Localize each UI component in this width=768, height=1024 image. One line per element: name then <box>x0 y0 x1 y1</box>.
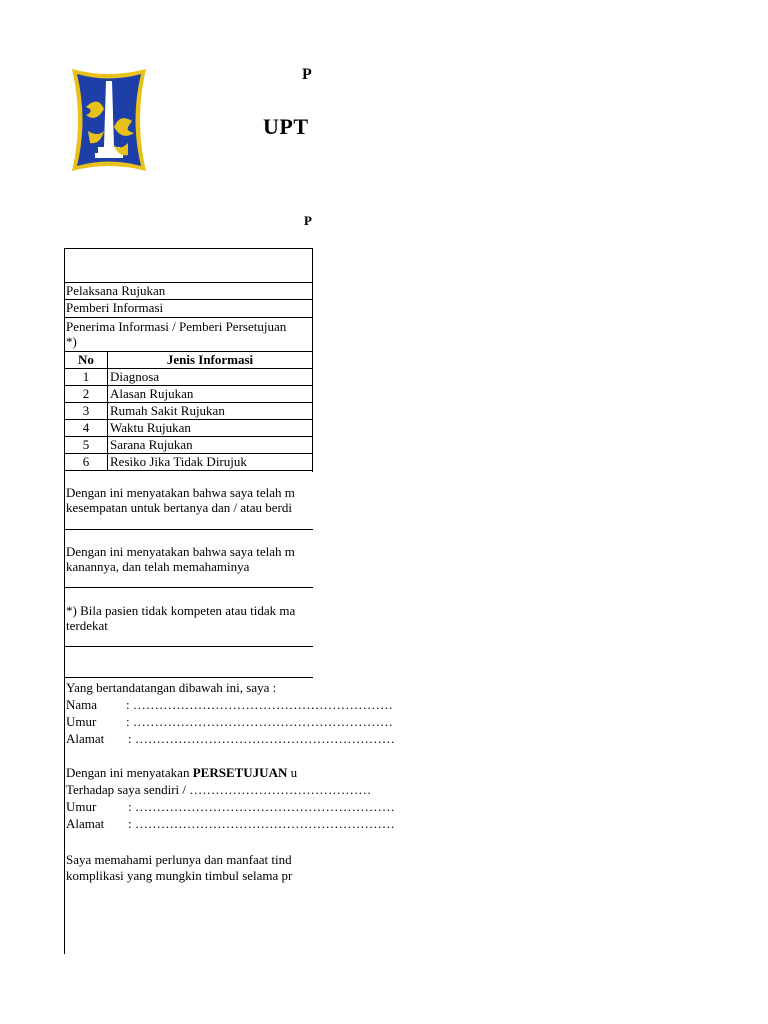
consent-statement <box>66 765 297 781</box>
penerima-informasi-label: Penerima Informasi / Pemberi Persetujuan <box>66 319 287 334</box>
form-body-clip <box>64 0 395 1024</box>
footnote-line1: *) Bila pasien tidak kompeten atau tidak ma <box>66 603 296 618</box>
alamat2-label: Alamat <box>66 816 105 831</box>
table-cell-no: 1 <box>65 369 108 386</box>
pemberi-informasi-label: Pemberi Informasi <box>66 300 164 315</box>
umur-field: : …………………………………………………… <box>126 714 393 729</box>
closing-line1: Saya memahami perlunya dan manfaat tind <box>66 852 292 867</box>
umur2-field: : …………………………………………………… <box>128 799 395 814</box>
nama-field: : …………………………………………………… <box>126 697 393 712</box>
consent-statement-suffix: u <box>287 765 298 780</box>
penerima-footnote-mark: *) <box>66 334 77 349</box>
table-cell-jenis: Alasan Rujukan <box>108 386 313 403</box>
table-cell-jenis: Sarana Rujukan <box>108 437 313 454</box>
section-divider <box>64 529 313 530</box>
umur-label: Umur <box>66 714 97 729</box>
statement-1-line1: Dengan ini menyatakan bahwa saya telah m <box>66 485 295 500</box>
table-cell-no: 5 <box>65 437 108 454</box>
pelaksana-rujukan-label: Pelaksana Rujukan <box>66 283 166 298</box>
header-title-line1: P <box>302 66 312 83</box>
table-cell-jenis: Diagnosa <box>108 369 313 386</box>
umur2-label: Umur <box>66 799 97 814</box>
footnote-line2: terdekat <box>66 618 108 633</box>
nama-label: Nama <box>66 697 98 712</box>
statement-1-line2: kesempatan untuk bertanya dan / atau berdi <box>66 500 292 515</box>
terhadap-line: Terhadap saya sendiri / …………………………………… <box>66 782 372 797</box>
col-header-no: No <box>65 352 108 369</box>
col-header-jenis-informasi: Jenis Informasi <box>108 352 313 369</box>
closing-line2: komplikasi yang mungkin timbul selama pr <box>66 868 293 883</box>
consent-statement-prefix: Dengan ini menyatakan <box>66 765 193 780</box>
statement-2-line1: Dengan ini menyatakan bahwa saya telah m <box>66 544 295 559</box>
header-title-line2: UPT <box>263 114 309 139</box>
table-cell-no: 3 <box>65 403 108 420</box>
consent-statement-bold: PERSETUJUAN <box>192 765 288 780</box>
section-divider <box>64 587 313 588</box>
alamat-label: Alamat <box>66 731 105 746</box>
table-cell-no: 2 <box>65 386 108 403</box>
statement-2-line2: kanannya, dan telah memahaminya <box>66 559 250 574</box>
section-divider <box>64 646 313 647</box>
table-cell-no: 4 <box>65 420 108 437</box>
section-divider <box>64 677 313 678</box>
alamat-field: : …………………………………………………… <box>128 731 395 746</box>
form-title: P <box>304 213 312 228</box>
consent-intro: Yang bertandatangan dibawah ini, saya : <box>66 680 277 695</box>
table-cell-jenis: Resiko Jika Tidak Dirujuk <box>108 454 313 471</box>
table-cell-jenis: Rumah Sakit Rujukan <box>108 403 313 420</box>
table-cell-jenis: Waktu Rujukan <box>108 420 313 437</box>
alamat2-field: : …………………………………………………… <box>128 816 395 831</box>
table-cell-no: 6 <box>65 454 108 471</box>
